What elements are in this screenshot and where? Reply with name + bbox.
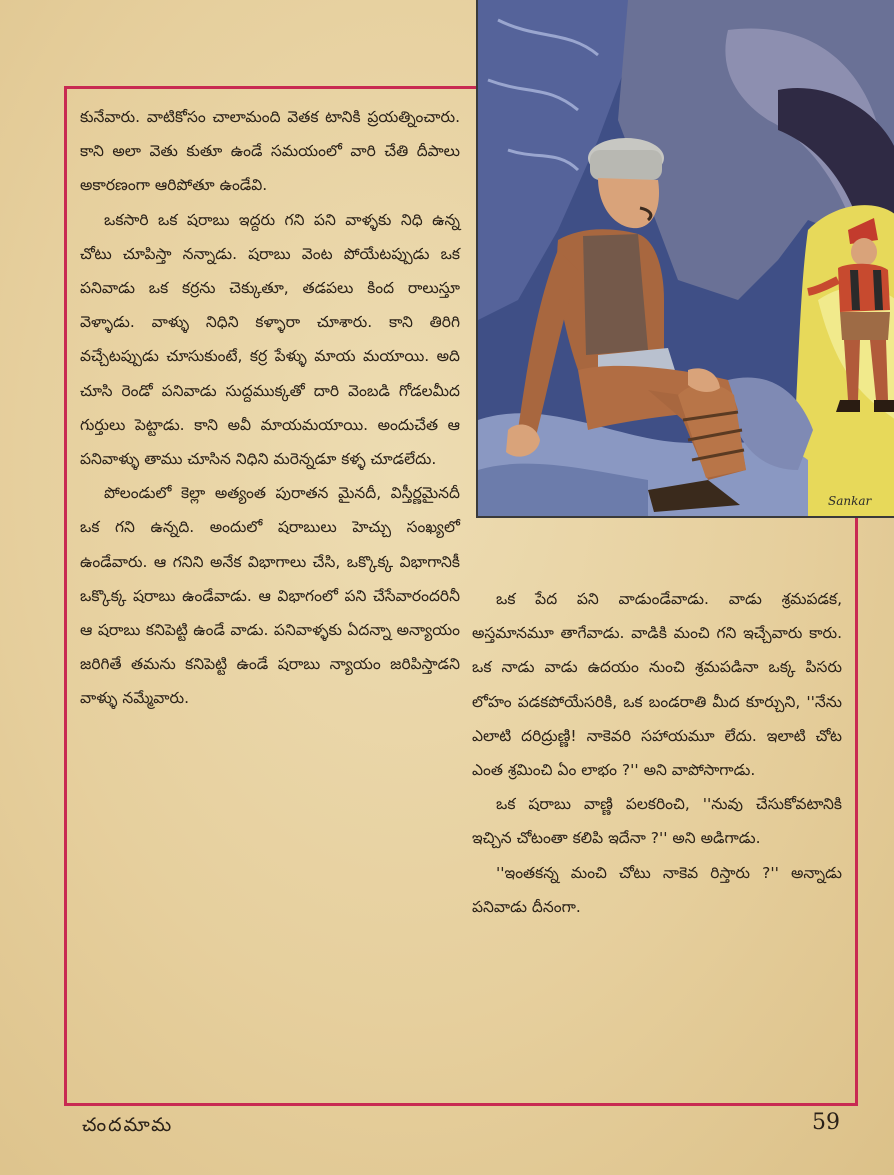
paragraph: ఒక షరాబు వాణ్ణి పలకరించి, ''నువు చేసుకోవటానికి ఇచ్చిన చోటంతా కలిపి ఇదేనా ?'' అని అడిగాడు. — [472, 795, 842, 848]
paragraph: ఒక పేద పని వాడుండేవాడు. వాడు శ్రమపడక, అస్తమానమూ తాగేవాడు. వాడికి మంచి గని ఇచ్చేవారు కారు. ఒక నాడు వాడు ఉదయం నుంచి శ్రమపడినా ఒక్క పిసరు లోహం పడకపోయేసరికి, ఒక బండరాతి మీద కూర్చుని, ''నేను ఎలాటి దరిద్రుణ్ణి! నాకెవరి సహాయమూ లేదు. ఇలాటి చోట ఎంత శ్రమించి ఏం లాభం ?'' అని వాపోసాగాడు. — [472, 590, 842, 780]
page-number: 59 — [812, 1110, 840, 1135]
paragraph: ఒకసారి ఒక షరాబు ఇద్దరు గని పని వాళ్ళకు నిధి ఉన్న చోటు చూపిస్తా నన్నాడు. షరాబు వెంట పోయేటప్పుడు ఒక పనివాడు ఒక కర్రను చెక్కుతూ, తడపలు కింద రాలుస్తూ వెళ్ళాడు. వాళ్ళు నిధిని కళ్ళారా చూశారు. కాని తిరిగి వచ్చేటప్పుడు చూసుకుంటే, కర్ర పేళ్ళు మాయ మయాయి. అది చూసి రెండో పనివాడు సుద్దముక్కతో దారి వెంబడి గోడలమీద గుర్తులు పెట్టాడు. కాని అవీ మాయమయాయి. అందుచేత ఆ పనివాళ్ళు తాము చూసిన నిధిని మరెన్నడూ కళ్ళ చూడలేదు. — [80, 210, 460, 469]
artist-signature: Sankar — [828, 494, 872, 508]
left-text-column — [80, 100, 460, 716]
story-illustration — [476, 0, 894, 518]
magazine-title: చందమామ — [82, 1114, 174, 1136]
right-text-column — [472, 582, 842, 924]
paragraph: పోలండులో కెల్లా అత్యంత పురాతన మైనదీ, విస్తీర్ణమైనదీ ఒక గని ఉన్నది. అందులో షరాబులు హెచ్చు సంఖ్యలో ఉండేవారు. ఆ గనిని అనేక విభాగాలు చేసి, ఒక్కొక్క విభాగానికీ ఒక్కొక్క షరాబు ఉండేవాడు. ఆ విభాగంలో పని చేసేవారందరినీ ఆ షరాబు కనిపెట్టి ఉండే వాడు. పనివాళ్ళకు ఏదన్నా అన్యాయం జరిగితే తమను కనిపెట్టి ఉండే షరాబు న్యాయం జరిపిస్తాడని వాళ్ళు నమ్మేవారు. — [80, 484, 460, 708]
paragraph: ''ఇంతకన్న మంచి చోటు నాకెవ రిస్తారు ?'' అన్నాడు పనివాడు దీనంగా. — [472, 863, 842, 916]
miner-and-gnome-illustration — [478, 0, 894, 518]
paragraph: కునేవారు. వాటికోసం చాలామంది వెతక టానికి ప్రయత్నించారు. కాని అలా వెతు కుతూ ఉండే సమయంలో వారి చేతి దీపాలు అకారణంగా ఆరిపోతూ ఉండేవి. — [80, 108, 460, 195]
